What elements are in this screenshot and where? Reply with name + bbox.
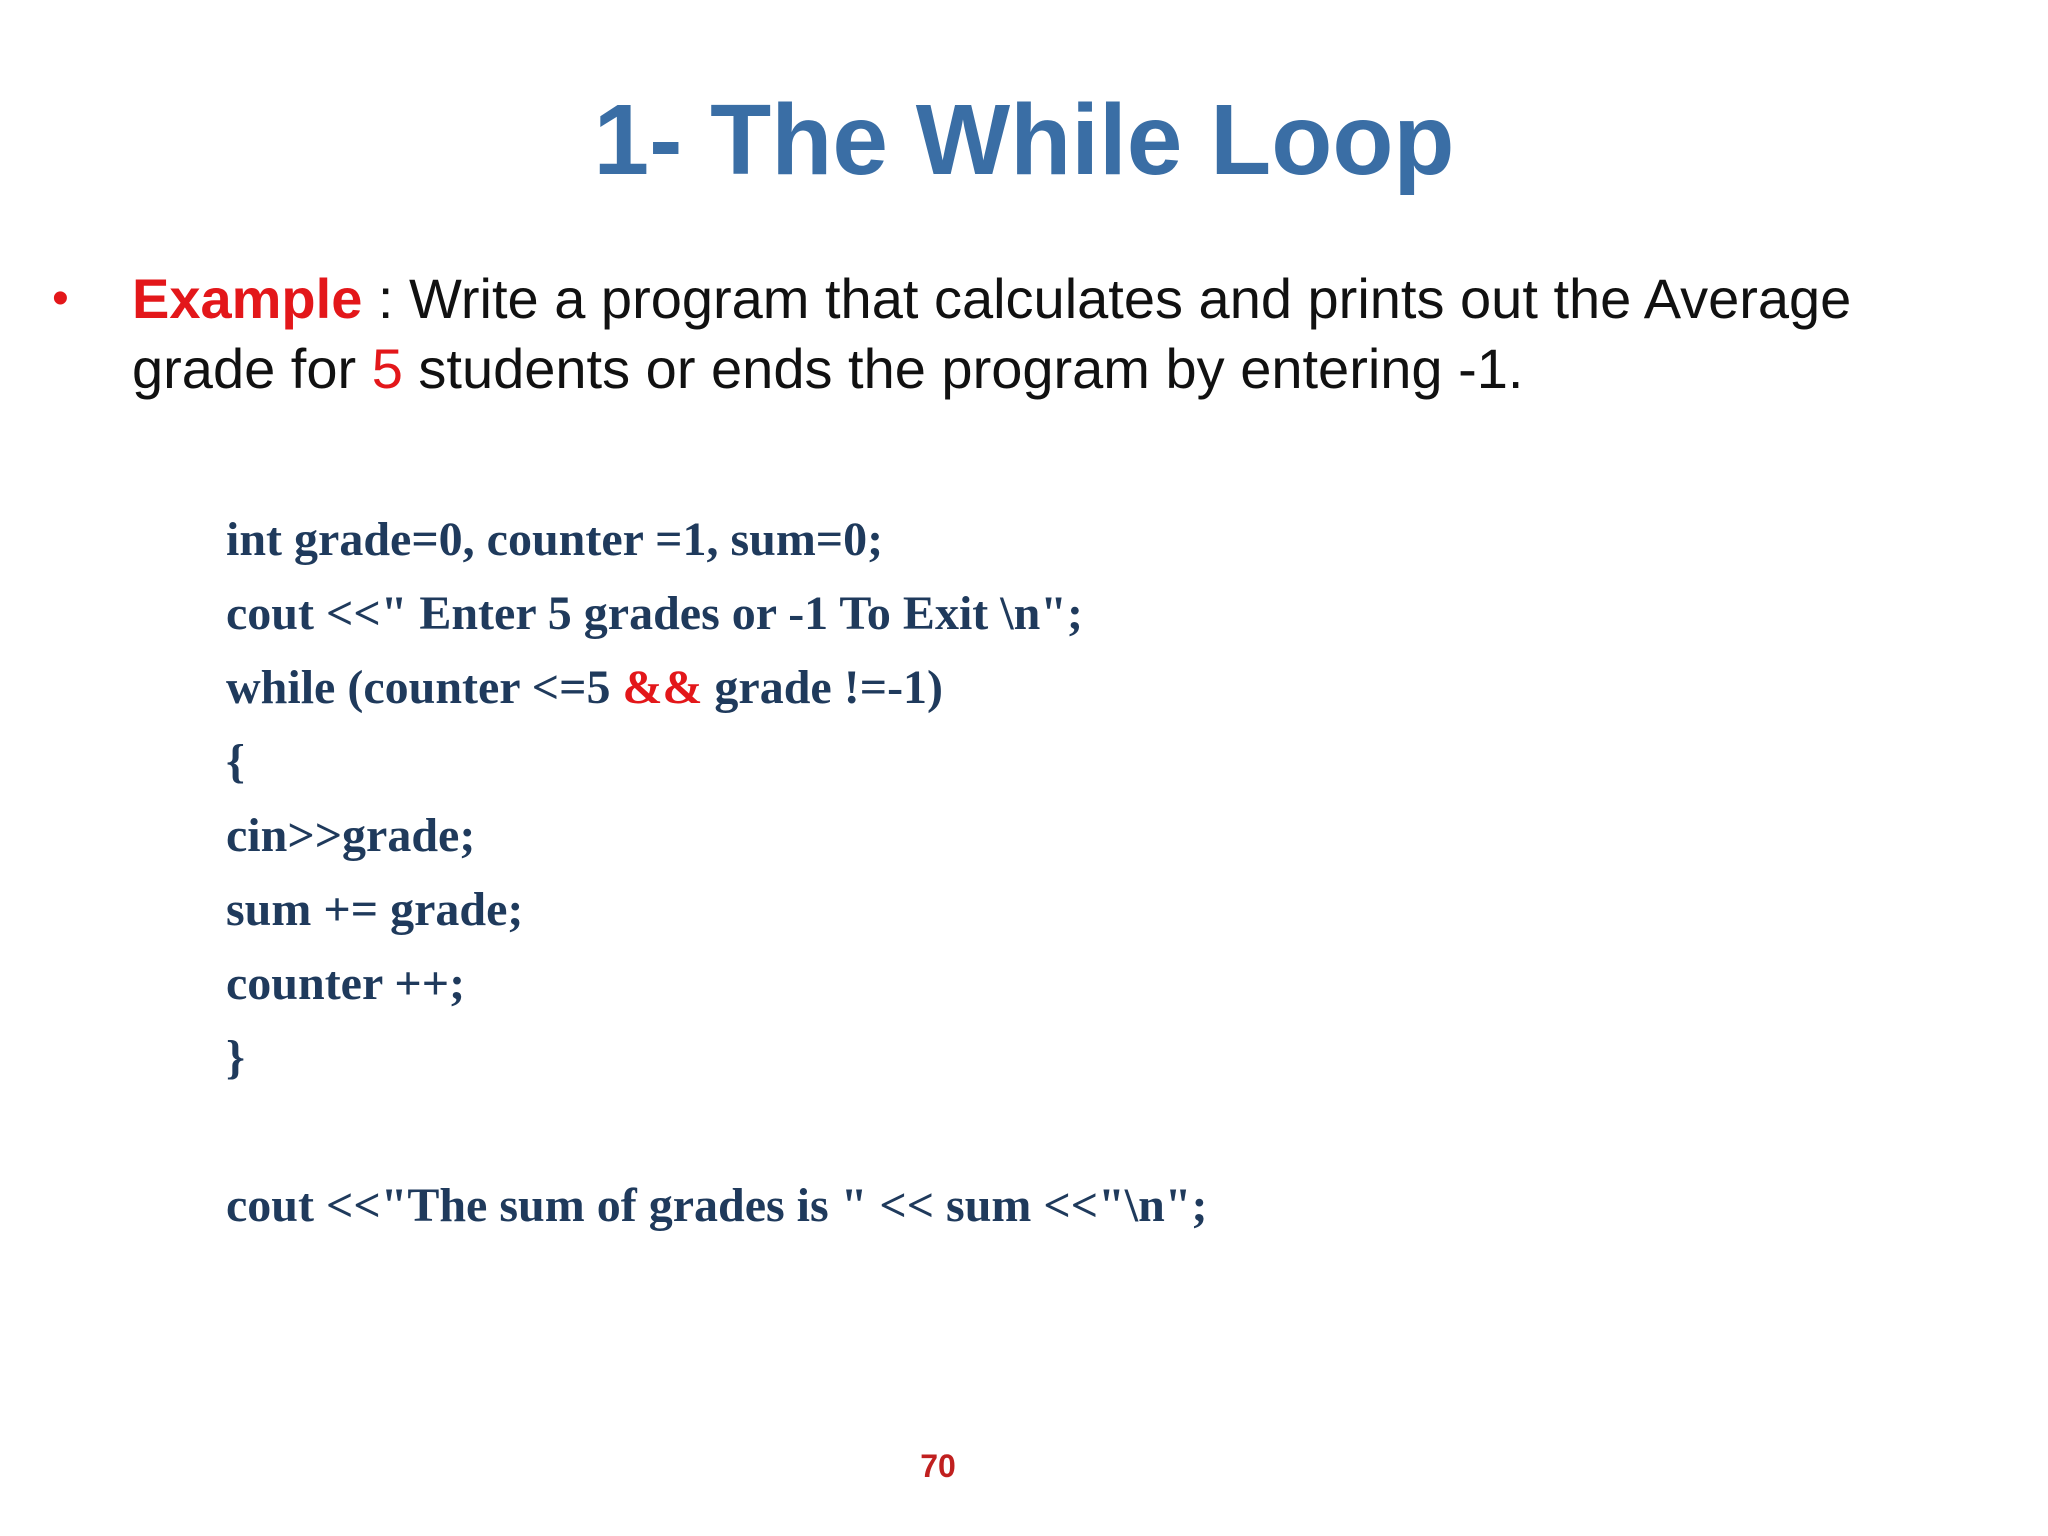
bullet-text-part1: : Write a program that calculates and prints out the Average grade for xyxy=(132,267,1852,400)
code-line-while xyxy=(226,658,943,718)
while-condition-end: grade !=-1) xyxy=(702,661,944,714)
bullet-text xyxy=(132,264,1972,404)
code-line-output: cout <<"The sum of grades is " << sum <<"\n"; xyxy=(226,1179,1208,1232)
code-line-declaration: int grade=0, counter =1, sum=0; xyxy=(226,513,884,566)
and-operator: && xyxy=(622,661,703,714)
code-line-counter: counter ++; xyxy=(226,957,466,1010)
example-label: Example xyxy=(132,267,363,330)
page-number: 70 xyxy=(920,1448,956,1484)
code-line-close-brace: } xyxy=(226,1031,245,1084)
bullet-text-part2: students or ends the program by entering -1. xyxy=(402,337,1524,400)
bullet-marker: • xyxy=(52,272,69,325)
code-line-open-brace: { xyxy=(226,735,245,788)
slide-title: 1- The While Loop xyxy=(593,84,1455,196)
code-line-sum: sum += grade; xyxy=(226,883,524,936)
while-condition-start: while (counter <=5 xyxy=(226,661,623,714)
student-count: 5 xyxy=(371,337,403,400)
code-line-prompt: cout <<" Enter 5 grades or -1 To Exit \n"; xyxy=(226,587,1083,640)
code-line-input: cin>>grade; xyxy=(226,809,476,862)
